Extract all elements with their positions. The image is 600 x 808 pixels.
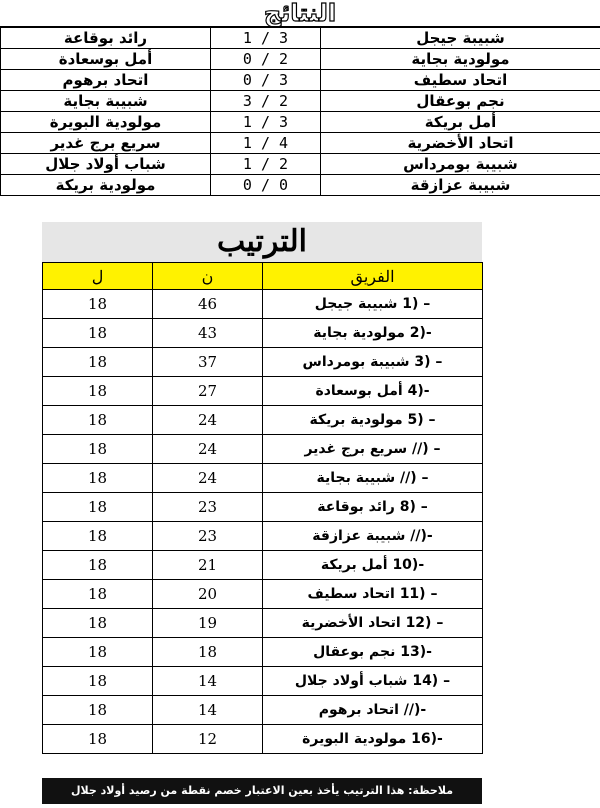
points-cell: 14 [153,667,263,696]
points-cell: 18 [153,638,263,667]
standings-note: ملاحظة: هذا الترتيب يأخذ بعين الاعتبار خصم نقطة من رصيد أولاد جلال [42,778,482,804]
team-cell [263,290,483,319]
played-cell: 18 [43,522,153,551]
standings-row [43,667,483,696]
team-name: اتحاد برهوم [318,702,399,718]
results-title: النتائج [263,0,337,27]
result-row [1,70,600,91]
team-name: شبيبة عزازقة [312,528,406,544]
result-home-team: اتحاد سطيف [321,70,600,91]
results-table [0,26,600,196]
result-home-team: مولودية بجاية [321,49,600,70]
result-home-team: شبيبة بومرداس [321,154,600,175]
rank-label: //)- [403,702,427,718]
result-away-team: مولودية البويرة [1,112,211,133]
rank-label: //)- [410,528,433,544]
result-row [1,49,600,70]
result-score: 1 / 3 [211,27,321,49]
played-cell: 18 [43,406,153,435]
played-cell: 18 [43,290,153,319]
points-cell: 24 [153,435,263,464]
rank-label: 13)- [400,644,432,660]
result-score: 1 / 2 [211,154,321,175]
team-name: مولودية بريكة [309,412,403,428]
standings-row [43,580,483,609]
team-cell [263,696,483,725]
team-name: شبيبة بومرداس [302,354,410,370]
results-body [1,27,600,196]
result-score: 1 / 3 [211,112,321,133]
team-cell [263,464,483,493]
played-cell: 18 [43,609,153,638]
result-home-team: نجم بوعقال [321,91,600,112]
standings-row [43,406,483,435]
rank-label: 12) – [405,615,444,631]
standings-body [43,290,483,754]
result-away-team: شباب أولاد جلال [1,154,211,175]
standings-row [43,725,483,754]
team-name: اتحاد سطيف [307,586,395,602]
team-cell [263,377,483,406]
points-cell: 23 [153,493,263,522]
result-score: 0 / 0 [211,175,321,196]
result-home-team: أمل بريكة [321,112,600,133]
result-away-team: أمل بوسعادة [1,49,211,70]
rank-label: 11) – [399,586,438,602]
result-score: 3 / 2 [211,91,321,112]
standings-row [43,696,483,725]
standings-row [43,493,483,522]
played-cell: 18 [43,667,153,696]
standings-row [43,638,483,667]
standings-header-row [43,263,483,290]
standings-row [43,319,483,348]
points-cell: 14 [153,696,263,725]
points-cell: 24 [153,464,263,493]
team-cell [263,493,483,522]
team-name: نجم بوعقال [313,644,396,660]
standings-row [43,348,483,377]
standings-row [43,377,483,406]
points-cell: 37 [153,348,263,377]
result-row [1,27,600,49]
played-cell: 18 [43,319,153,348]
played-cell: 18 [43,638,153,667]
rank-label: 10)- [392,557,425,573]
points-cell: 12 [153,725,263,754]
result-home-team: اتحاد الأخضرية [321,133,600,154]
rank-label: 4)- [407,383,430,399]
rank-label: 3) – [414,354,443,370]
result-score: 1 / 4 [211,133,321,154]
team-cell [263,522,483,551]
team-name: مولودية البويرة [302,731,407,747]
rank-label: 16)- [411,731,443,747]
result-row [1,133,600,154]
team-cell [263,609,483,638]
team-name: اتحاد الأخضرية [301,615,401,631]
standings-row [43,522,483,551]
played-cell: 18 [43,725,153,754]
column-header-played: ل [43,263,153,290]
played-cell: 18 [43,696,153,725]
team-name: أمل بوسعادة [315,383,403,399]
team-name: سريع برج غدير [304,441,408,457]
points-cell: 24 [153,406,263,435]
rank-label: 1) – [402,296,431,312]
column-header-points: ن [153,263,263,290]
played-cell: 18 [43,493,153,522]
team-cell [263,435,483,464]
result-away-team: اتحاد برهوم [1,70,211,91]
result-row [1,112,600,133]
team-cell [263,580,483,609]
team-name: شبيبة بجاية [316,470,396,486]
played-cell: 18 [43,551,153,580]
standings-row [43,551,483,580]
result-score: 0 / 2 [211,49,321,70]
rank-label: 8) – [399,499,428,515]
team-cell [263,551,483,580]
result-home-team: شبيبة جيجل [321,27,600,49]
rank-label: 2)- [409,325,432,341]
team-cell [263,725,483,754]
points-cell: 21 [153,551,263,580]
team-cell [263,638,483,667]
result-away-team: سريع برج غدير [1,133,211,154]
standings-title: الترتيب [42,222,482,262]
played-cell: 18 [43,377,153,406]
result-away-team: مولودية بريكة [1,175,211,196]
rank-label: 14) – [412,673,451,689]
result-row [1,175,600,196]
team-cell [263,406,483,435]
points-cell: 27 [153,377,263,406]
team-name: شبيبة جيجل [314,296,398,312]
points-cell: 19 [153,609,263,638]
team-cell [263,667,483,696]
rank-label: //) – [412,441,441,457]
played-cell: 18 [43,348,153,377]
points-cell: 23 [153,522,263,551]
points-cell: 46 [153,290,263,319]
result-score: 0 / 3 [211,70,321,91]
standings-row [43,609,483,638]
standings-row [43,435,483,464]
points-cell: 20 [153,580,263,609]
result-home-team: شبيبة عزازقة [321,175,600,196]
standings-row [43,290,483,319]
result-away-team: رائد بوقاعة [1,27,211,49]
team-name: أمل بريكة [320,557,388,573]
played-cell: 18 [43,435,153,464]
team-cell [263,348,483,377]
team-name: مولودية بجاية [313,325,405,341]
result-row [1,91,600,112]
rank-label: //) – [400,470,429,486]
team-name: رائد بوقاعة [317,499,395,515]
standings-row [43,464,483,493]
result-row [1,154,600,175]
rank-label: 5) – [407,412,436,428]
standings-table [42,262,483,754]
column-header-team: الفريق [263,263,483,290]
points-cell: 43 [153,319,263,348]
team-cell [263,319,483,348]
played-cell: 18 [43,580,153,609]
played-cell: 18 [43,464,153,493]
team-name: شباب أولاد جلال [294,673,408,689]
result-away-team: شبيبة بجاية [1,91,211,112]
